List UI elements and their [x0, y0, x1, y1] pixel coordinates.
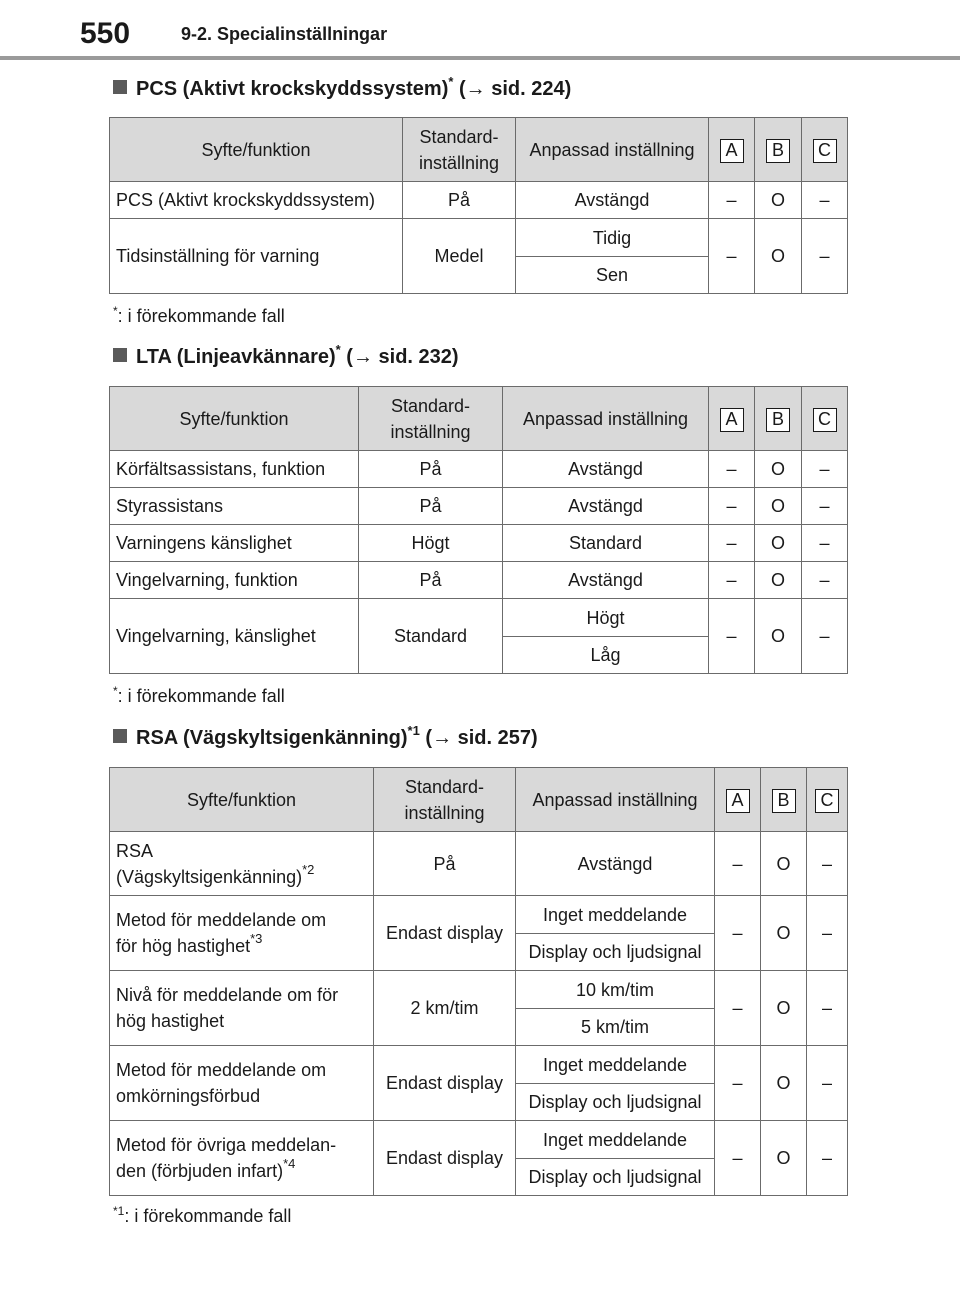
col-header-a: A — [709, 118, 755, 182]
table-cell: – — [802, 562, 848, 599]
table-cell: – — [807, 832, 848, 896]
arrow-right-icon: → — [352, 346, 373, 368]
table-cell: Medel — [403, 219, 516, 294]
table-cell: Standard — [503, 525, 709, 562]
col-header-c: C — [807, 768, 848, 832]
table-cell: Avstängd — [503, 488, 709, 525]
arrow-right-icon: → — [465, 78, 486, 100]
table-cell: – — [802, 525, 848, 562]
table-cell: O — [755, 451, 802, 488]
table-cell: – — [802, 182, 848, 219]
table-cell: O — [755, 562, 802, 599]
table-cell: Inget meddelande — [516, 1046, 715, 1084]
footnote-marker: *1 — [407, 723, 420, 738]
table-cell: Avstängd — [503, 451, 709, 488]
table-pcs — [109, 117, 848, 294]
table-cell: På — [359, 562, 503, 599]
footnote-marker: * — [113, 684, 118, 698]
col-header-default: Standard- inställning — [374, 768, 516, 832]
footnote-marker: * — [448, 74, 454, 89]
page-number: 550 — [80, 17, 131, 50]
table-cell: – — [709, 525, 755, 562]
square-bullet-icon — [113, 348, 127, 362]
table-row — [110, 525, 848, 562]
table-cell: På — [359, 451, 503, 488]
footnote-marker: *1 — [113, 1204, 125, 1218]
col-header-a: A — [709, 387, 755, 451]
table-lta — [109, 386, 848, 674]
table-cell: Endast display — [374, 1046, 516, 1121]
table-cell: Avstängd — [516, 182, 709, 219]
page-reference-link[interactable]: sid. 257) — [452, 727, 538, 749]
table-cell: Högt — [359, 525, 503, 562]
table-cell: O — [755, 525, 802, 562]
table-row — [110, 971, 848, 1009]
table-cell: På — [359, 488, 503, 525]
table-row — [110, 599, 848, 637]
table-cell: Endast display — [374, 1121, 516, 1196]
function-cell: Styrassistans — [110, 488, 359, 525]
table-cell: På — [403, 182, 516, 219]
function-cell: PCS (Aktivt krockskyddssystem) — [110, 182, 403, 219]
table-cell: O — [761, 896, 807, 971]
table-cell: O — [761, 971, 807, 1046]
table-cell: O — [755, 182, 802, 219]
section-title-lta: LTA (Linjeavkännare)* (→ sid. 232) — [113, 342, 459, 372]
table-cell: O — [755, 488, 802, 525]
table-cell: Display och ljudsignal — [516, 1084, 715, 1121]
table-cell: Inget meddelande — [516, 896, 715, 934]
col-header-function: Syfte/funktion — [110, 768, 374, 832]
table-cell: O — [755, 599, 802, 674]
table-header-row — [110, 768, 848, 832]
col-header-b: B — [755, 387, 802, 451]
table-cell: – — [715, 896, 761, 971]
table-cell: Högt — [503, 599, 709, 637]
table-cell: 10 km/tim — [516, 971, 715, 1009]
function-cell: Vingelvarning, känslighet — [110, 599, 359, 674]
table-row — [110, 451, 848, 488]
table-cell: – — [807, 896, 848, 971]
page-reference-link[interactable]: sid. 232) — [372, 346, 459, 368]
table-cell: O — [761, 1046, 807, 1121]
table-cell: – — [807, 1121, 848, 1196]
table-row — [110, 182, 848, 219]
table-header-row — [110, 387, 848, 451]
table-cell: Avstängd — [516, 832, 715, 896]
table-header-row — [110, 118, 848, 182]
table-row — [110, 832, 848, 896]
function-cell: Tidsinställning för varning — [110, 219, 403, 294]
col-header-function: Syfte/funktion — [110, 118, 403, 182]
col-header-default: Standard- inställning — [403, 118, 516, 182]
col-header-a: A — [715, 768, 761, 832]
footnote-marker: *4 — [283, 1156, 296, 1171]
table-cell: På — [374, 832, 516, 896]
table-cell: – — [709, 562, 755, 599]
square-bullet-icon — [113, 80, 127, 94]
col-header-function: Syfte/funktion — [110, 387, 359, 451]
table-cell: – — [802, 451, 848, 488]
table-cell: Endast display — [374, 896, 516, 971]
function-cell: Metod för meddelande om omkörningsförbud — [110, 1046, 374, 1121]
col-header-c: C — [802, 118, 848, 182]
section-title-pcs: PCS (Aktivt krockskyddssystem)* (→ sid. 224) — [113, 74, 571, 104]
table-cell: – — [807, 971, 848, 1046]
table-row — [110, 1121, 848, 1159]
header-rule — [0, 56, 960, 60]
table-cell: Sen — [516, 257, 709, 294]
table-cell: – — [709, 182, 755, 219]
table-cell: – — [802, 219, 848, 294]
table-cell: – — [715, 1046, 761, 1121]
table-row — [110, 562, 848, 599]
table-cell: – — [802, 599, 848, 674]
col-header-b: B — [761, 768, 807, 832]
table-rsa — [109, 767, 848, 1196]
table-row — [110, 896, 848, 934]
table-cell: Inget meddelande — [516, 1121, 715, 1159]
table-row — [110, 219, 848, 257]
function-cell: Varningens känslighet — [110, 525, 359, 562]
table-cell: 2 km/tim — [374, 971, 516, 1046]
col-header-b: B — [755, 118, 802, 182]
table-cell: – — [715, 832, 761, 896]
table-cell: Display och ljudsignal — [516, 1159, 715, 1196]
footnote-lta: *: i förekommande fall — [113, 684, 285, 706]
table-cell: – — [715, 1121, 761, 1196]
function-cell: RSA (Vägskyltsigenkänning)$^{*2}$ — [110, 832, 374, 896]
col-header-c: C — [802, 387, 848, 451]
footnote-marker: *3 — [250, 931, 263, 946]
footnote-pcs: *: i förekommande fall — [113, 304, 285, 326]
section-title-rsa: RSA (Vägskyltsigenkänning)$^{*1}$ (→ sid. 257) — [113, 723, 538, 753]
table-cell: O — [761, 832, 807, 896]
arrow-right-icon: → — [432, 727, 453, 749]
table-cell: Låg — [503, 637, 709, 674]
table-cell: O — [755, 219, 802, 294]
function-cell: Nivå för meddelande om för hög hastighet — [110, 971, 374, 1046]
table-cell: – — [709, 599, 755, 674]
col-header-custom: Anpassad inställning — [516, 768, 715, 832]
chapter-title: 9-2. Specialinställningar — [181, 24, 388, 44]
table-cell: Standard — [359, 599, 503, 674]
footnote-rsa: $^{*1}$: i förekommande fall — [113, 1204, 292, 1226]
table-cell: Avstängd — [503, 562, 709, 599]
table-cell: – — [709, 219, 755, 294]
col-header-custom: Anpassad inställning — [516, 118, 709, 182]
table-cell: Tidig — [516, 219, 709, 257]
table-cell: – — [709, 488, 755, 525]
table-row — [110, 1046, 848, 1084]
table-cell: 5 km/tim — [516, 1009, 715, 1046]
table-cell: – — [807, 1046, 848, 1121]
col-header-default: Standard- inställning — [359, 387, 503, 451]
footnote-marker: * — [113, 304, 118, 318]
table-cell: – — [802, 488, 848, 525]
function-cell: Vingelvarning, funktion — [110, 562, 359, 599]
table-cell: – — [709, 451, 755, 488]
table-cell: – — [715, 971, 761, 1046]
footnote-marker: *2 — [302, 861, 315, 877]
table-cell: O — [761, 1121, 807, 1196]
col-header-custom: Anpassad inställning — [503, 387, 709, 451]
function-cell: Metod för meddelande om för hög hastighet$^{*3}$ — [110, 896, 374, 971]
function-cell: Metod för övriga meddelan- den (förbjuden infart)$^{*4}$ — [110, 1121, 374, 1196]
function-cell: Körfältsassistans, funktion — [110, 451, 359, 488]
table-cell: Display och ljudsignal — [516, 934, 715, 971]
table-row — [110, 488, 848, 525]
footnote-marker: * — [335, 342, 341, 357]
page-reference-link[interactable]: sid. 224) — [485, 78, 572, 100]
square-bullet-icon — [113, 729, 127, 743]
